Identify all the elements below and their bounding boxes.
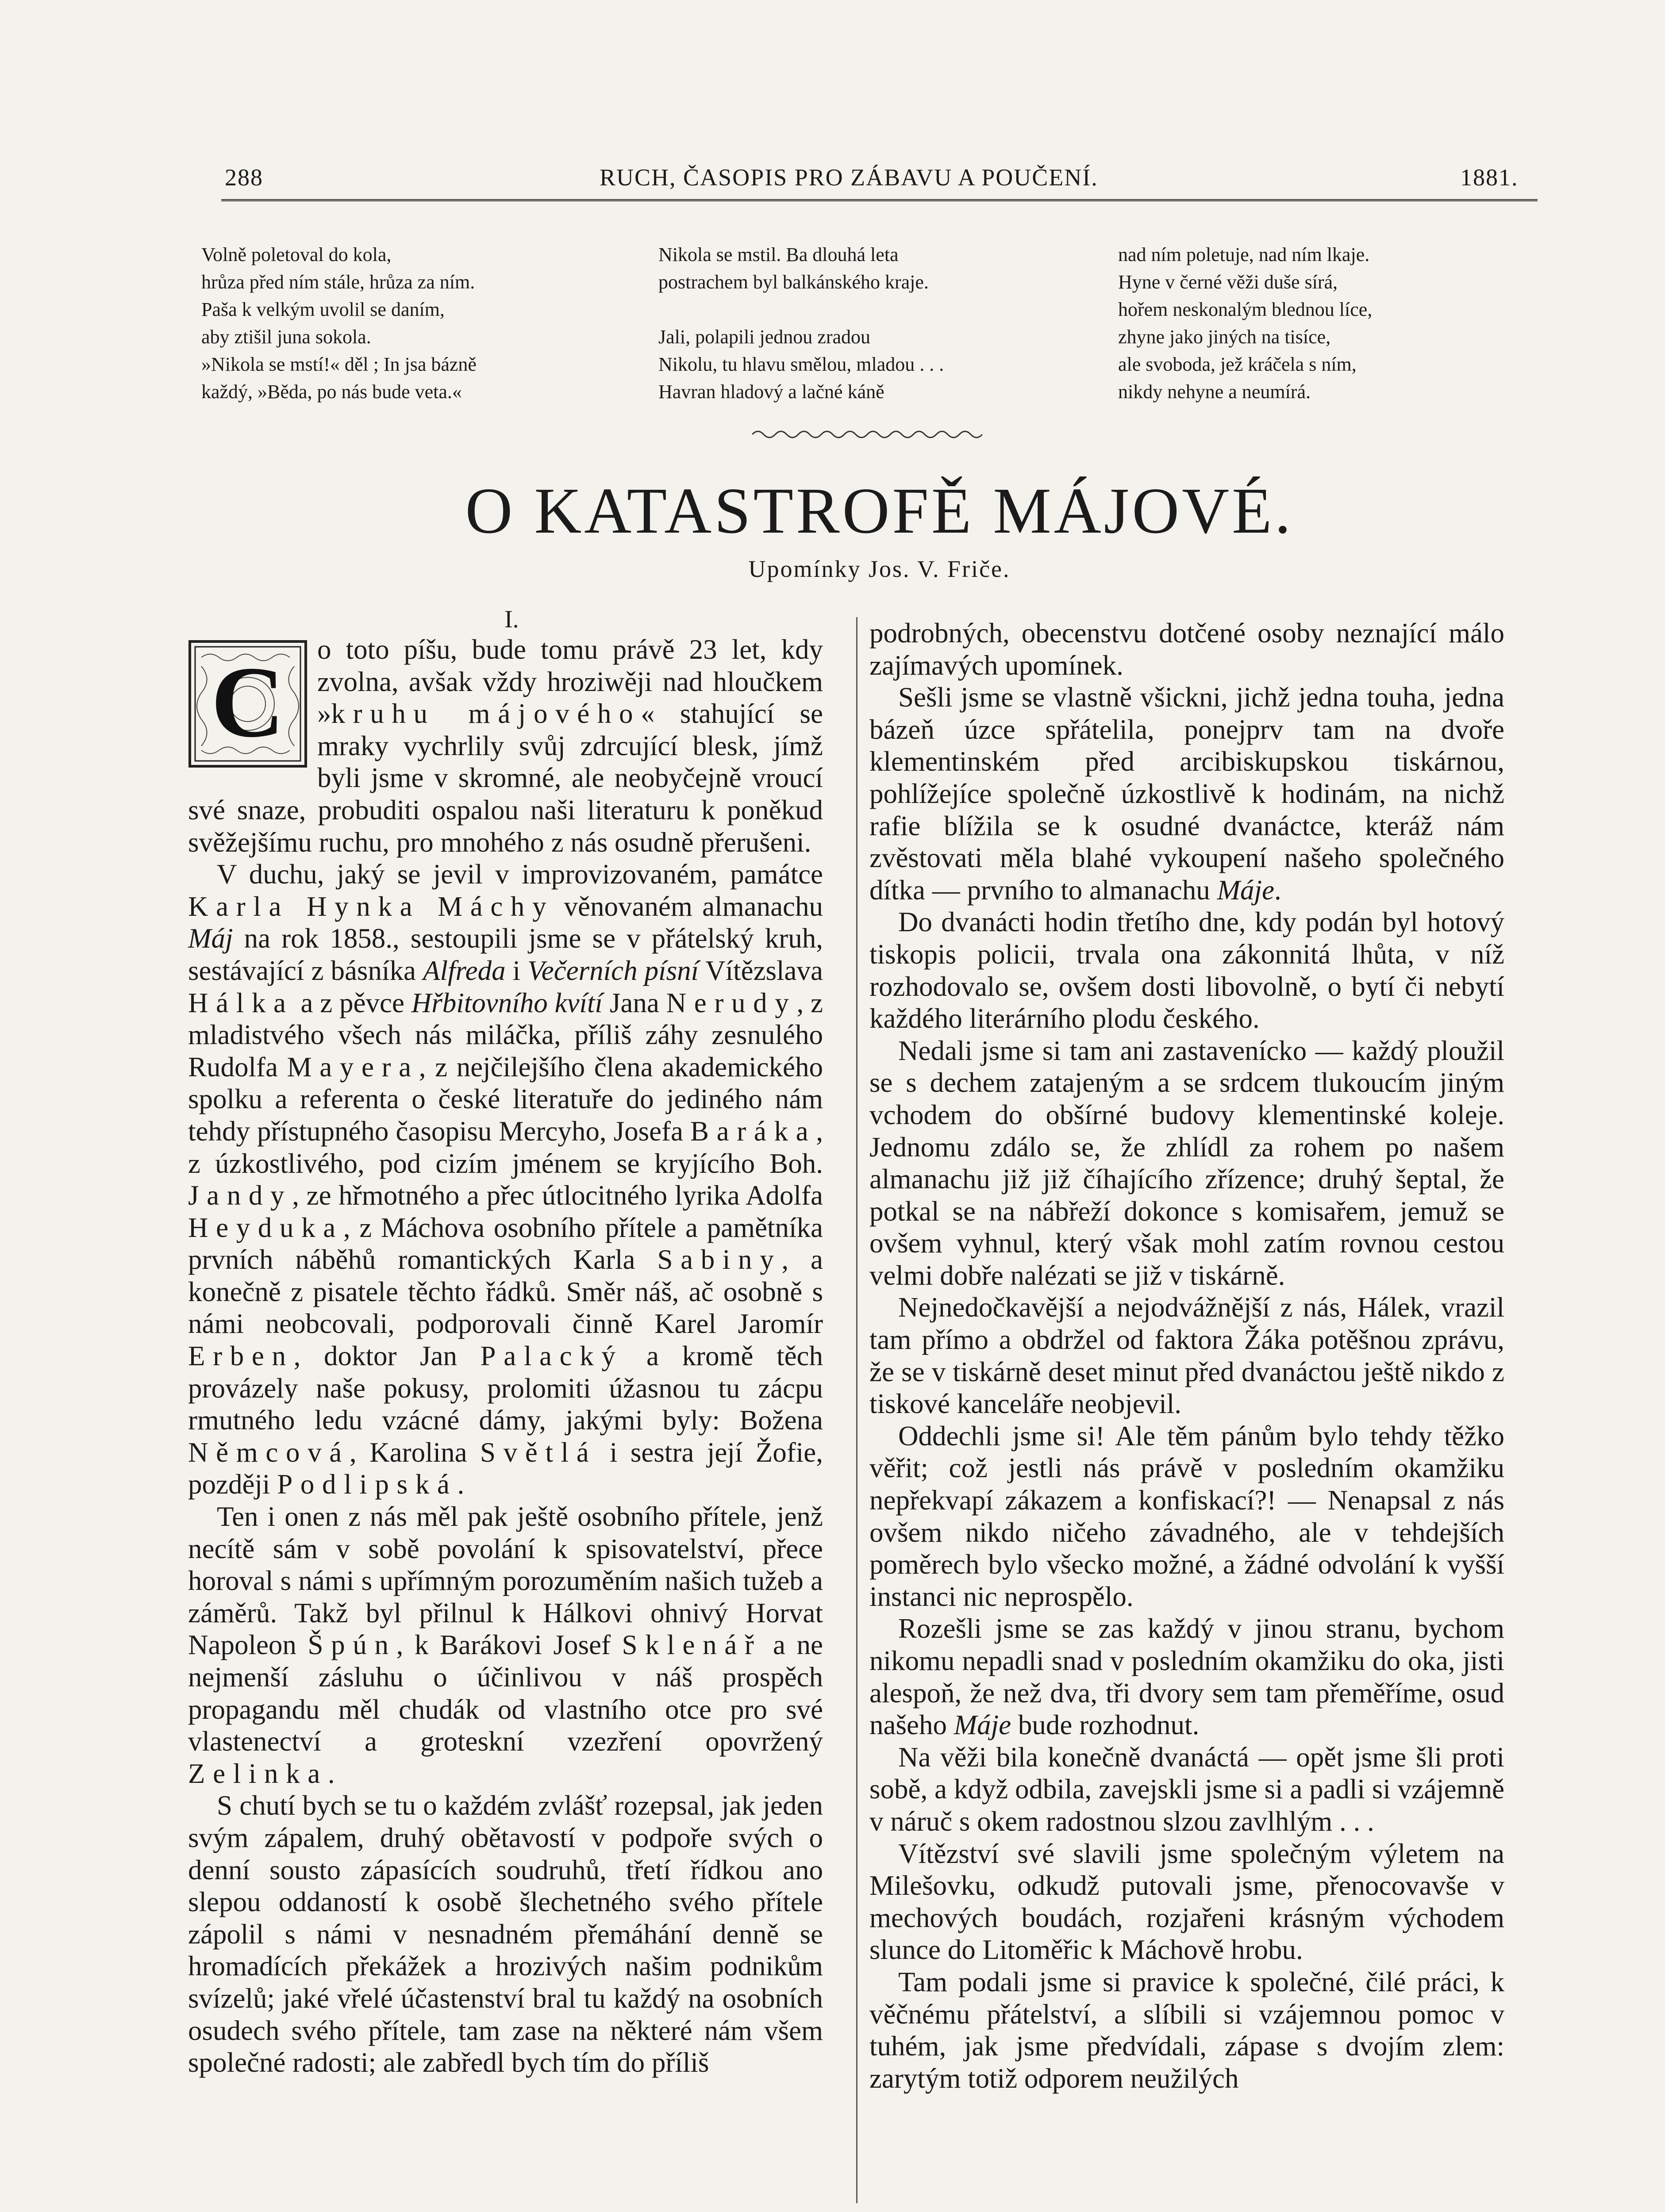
paragraph: S chutí bych se tu o každém zvlášť rozepsal, jak jeden svým zápalem, druhý obětavostí v podpoře svých o denní sousto zápasících soudruhů, třetí řídkou ano slepou oddaností k osobě šlechetného svého přítele zápolil s námi v nesnadném přemáhání denně se hromadících překážek a hrozivých našim podnikům svízelů; jaké vřelé účastenství bral tu každý na osobních osudech svého přítele, tam zase na některé nám všem společné radosti; ale zabředl bych tím do příliš	[188, 1790, 823, 2078]
spaced-name: Sabiny	[657, 1244, 782, 1275]
poem-line: Paša k velkým uvolil se daním,	[201, 299, 445, 320]
paragraph: Nedali jsme si tam ani zastavenícko — každý ploužil se s dechem zatajeným a se srdcem tlukoucím jiným vchodem do obšírné budovy klementinské koleje. Jednomu zdálo se, že zhlídl za rohem po našem almanachu již již číhajícího zřízence; druhý šeptal, že potkal se na nábřeží dokonce s komisařem, jemuž se ovšem vyhnul, který však mohl zatím rovnou cestou velmi dobře nalézati se již v tiskárně.	[869, 1035, 1504, 1291]
poem-line: »Nikola se mstí!« děl ; In jsa bázně	[201, 353, 477, 375]
italic-run: Alfreda	[423, 955, 506, 986]
poem-line: Jali, polapili jednou zradou	[658, 326, 870, 348]
spaced-name: Jandy	[188, 1180, 292, 1211]
paragraph	[188, 858, 823, 1501]
italic-run: Večerních písní	[527, 955, 699, 986]
paragraph-text: « stahující se mraky vychrlily svůj zdrcující blesk, jímž byli jsme v skromné, ale neobyčejně vroucí své snaze, probuditi ospalou naši literaturu k poněkud svěžejšímu ruchu, pro mnohého z nás osudně přerušeni.	[188, 698, 823, 858]
column-divider	[856, 617, 857, 2203]
spaced-name: Světlá	[480, 1436, 597, 1468]
paragraph: Do dvanácti hodin třetího dne, kdy podán byl hotový tiskopis policii, trvala ona zákonnitá lhůta, v níž rozhodovalo se, ovšem dosti libovolně, o bytí či nebytí každého literárního plodu českého.	[869, 906, 1504, 1034]
paragraph	[188, 1501, 823, 1790]
text-run: V duchu, jaký se jevil v improvizovaném, památce	[217, 859, 823, 890]
text-run: věnovaném almanachu	[554, 891, 823, 922]
text-run: bude rozhodnut.	[1011, 1709, 1200, 1741]
right-column	[869, 617, 1504, 2094]
poem-line	[658, 296, 944, 323]
paragraph: Nejnedočkavější a nejodvážnější z nás, Hálek, vrazil tam přímo a obdržel od faktora Žáka potěšnou zprávu, že se v tiskárně deset minut před dvanáctou ještě nikdo z tiskové kanceláře neobjevil.	[869, 1292, 1504, 1420]
poem-line: aby ztišil juna sokola.	[201, 326, 371, 348]
paragraph	[869, 681, 1504, 906]
journal-title: RUCH, ČASOPIS PRO ZÁBAVU A POUČENÍ.	[600, 164, 1098, 191]
poem-line: hrůza před ním stále, hrůza za ním.	[201, 271, 475, 293]
poem-line: Hyne v černé věži duše sírá,	[1118, 271, 1338, 293]
spaced-name: Heyduka	[188, 1212, 343, 1243]
header-rule	[221, 199, 1538, 201]
text-run: , doktor Jan	[293, 1340, 481, 1372]
page-number: 288	[225, 164, 263, 191]
dropcap-initial	[188, 640, 308, 768]
poem-line: nad ním poletuje, nad ním lkaje.	[1118, 244, 1370, 265]
spaced-name: Baráka	[690, 1115, 816, 1147]
text-run: i	[505, 955, 528, 986]
spaced-name: Mayera	[287, 1051, 419, 1083]
text-run: i sestra její Žofie, později	[188, 1436, 823, 1500]
text-run: , a konečně z pisatele těchto řádků. Směr náš, ač osobně s námi neobcovali, podporovali činně Karel Jaromír	[188, 1244, 823, 1340]
paragraph	[188, 634, 823, 858]
paragraph: Tam podali jsme si pravice k společné, čilé práci, k věčnému přátelství, a slíbili si vzájemnou pomoc v tuhém, jak jsme předvídali, zápase s dvojím zlem: zarytým totiž odporem neužilých	[869, 1966, 1504, 2094]
poem-line: postrachem byl balkánského kraje.	[658, 271, 929, 293]
text-run: , k Barákovi Josef	[396, 1629, 622, 1661]
spaced-name: Němcová	[188, 1436, 350, 1468]
italic-run: Máje	[1217, 874, 1275, 906]
text-run: Sešli jsme se vlastně všickni, jichž jedna touha, jedna bázeň úzce spřátelila, ponejprv tam na dvoře klementinském před arcibiskupskou tiskárnou, pohlížejíce společně úzkostlivě k hodinám, na nichž rafie blížila se k osudné dvanáctce, kteráž nám zvěstovati měla blahé vykoupení našeho společného dítka — prvního to almanachu	[869, 682, 1504, 906]
kruh-majoveho: kruhu májového	[331, 698, 641, 730]
spaced-name: Podlipská	[277, 1469, 458, 1500]
poem-line: Volně poletoval do kola,	[201, 244, 392, 265]
text-run: Rozešli jsme se zas každý v jinou stranu, bychom nikomu nepadli snad v posledním okamžiku do oka, jisti alespoň, že než dva, tři dvory sem tam přeměříme, osud našeho	[869, 1613, 1504, 1741]
italic-run: Hřbitovního kvítí	[411, 987, 603, 1018]
paragraph: podrobných, obecenstvu dotčené osoby neznající málo zajímavých upomínek.	[869, 618, 1504, 681]
paragraph: Oddechli jsme si! Ale těm pánům bylo tehdy těžko věřit; což jestli nás právě v posledním okamžiku nepřekvapí zákazem a konfiskací?! — Nenapsal z nás ovšem nikdo ničeho závadného, ale v tehdejších poměrech bylo všecko možné, a žádné odvolání k vyšší instanci nic neprospělo.	[869, 1420, 1504, 1612]
ornament-divider	[752, 425, 982, 442]
spaced-name: Zelinka	[188, 1758, 328, 1789]
text-run: a kromě těch provázely naše pokusy, prolomiti úžasnou tu zácpu rmutného ledu vzácné dámy, jakými byly: Božena	[188, 1340, 823, 1436]
text-run: Ten i onen z nás měl pak ještě osobního přítele, jenž necítě sám v sobě povolání k spisovatelství, přece horoval s námi s upřímným porozuměním našich tužeb a záměrů. Takž byl přilnul k Hálkovi ohnivý Horvat Napoleon	[188, 1501, 823, 1661]
text-run: .	[457, 1469, 465, 1500]
paragraph	[869, 1613, 1504, 1741]
left-column	[188, 634, 823, 2079]
text-run: , z nejčilejšího člena akademického spolku a referenta o české literatuře do jediného nám tehdy přístupného časopisu Mercyho, Josefa	[188, 1051, 823, 1147]
article-title: O KATASTROFĚ MÁJOVÉ.	[465, 475, 1294, 547]
text-run: .	[1274, 874, 1281, 906]
text-run: Jana	[603, 987, 666, 1018]
poem-column-3	[1118, 241, 1372, 406]
poem-line: zhyne jako jiných na tisíce,	[1118, 326, 1331, 348]
spaced-name: Hálka	[188, 987, 294, 1018]
text-run: , ze hřmotného a přec útlocitného lyrika Adolfa	[292, 1180, 823, 1211]
year: 1881.	[1460, 164, 1519, 191]
text-run: , z Máchova osobního přítele a pamětníka prvních náběhů romantických Karla	[188, 1212, 823, 1275]
spaced-name: Nerudy	[666, 987, 797, 1018]
poem-line: Havran hladový a lačné káně	[658, 381, 884, 403]
text-run: , Karolina	[349, 1436, 481, 1468]
poem-line: hořem neskonalým blednou líce,	[1118, 299, 1373, 320]
dropcap-letter: C	[211, 645, 285, 758]
poem-line: Nikola se mstil. Ba dlouhá leta	[658, 244, 899, 265]
italic-run: Máj	[188, 923, 233, 954]
section-number: I.	[504, 606, 519, 633]
text-run: Vítězslava	[699, 955, 823, 986]
spaced-name: Karla Hynka Máchy	[188, 891, 554, 922]
paragraph: Na věži bila konečně dvanáctá — opět jsme šli proti sobě, a když odbila, zavejskli jsme si a padli si vzájemně v náruč s okem radostnou slzou zavlhlým . . .	[869, 1741, 1504, 1837]
paragraph-text: o toto píšu, bude tomu právě 23 let, kdy zvolna, avšak vždy hroziwěji nad hloučkem »	[317, 634, 823, 730]
italic-run: Máje	[954, 1709, 1011, 1741]
poem-column-1	[201, 241, 477, 406]
paragraph: Vítězství své slavili jsme společným výletem na Milešovku, odkudž putovali jsme, přenocovavše v mechových boudách, rozjařeni krásným východem slunce do Litoměřic k Máchově hrobu.	[869, 1838, 1504, 1966]
text-run: a ne nejmenší zásluhu o účinlivou v náš prospěch propagandu měl chudák od vlastního otce pro své vlastenectví a groteskní vzezření opovržený	[188, 1629, 823, 1757]
text-run: a z pěvce	[293, 987, 411, 1018]
poem-line: každý, »Běda, po nás bude veta.«	[201, 381, 462, 403]
spaced-name: Erben	[188, 1340, 294, 1372]
article-subtitle: Upomínky Jos. V. Friče.	[748, 556, 1011, 582]
poem-line: nikdy nehyne a neumírá.	[1118, 381, 1311, 403]
spaced-name: Sklenář	[622, 1629, 762, 1661]
poem-line: Nikolu, tu hlavu smělou, mladou . . .	[658, 353, 944, 375]
spaced-name: Špún	[308, 1629, 396, 1661]
poem-column-2	[658, 241, 944, 406]
text-run: .	[327, 1758, 335, 1789]
spaced-name: Palacký	[480, 1340, 623, 1372]
poem-line: ale svoboda, jež kráčela s ním,	[1118, 353, 1357, 375]
text-run: , z mladistvého všech nás miláčka, příliš záhy zesnulého Rudolfa	[188, 987, 823, 1083]
text-run: na rok 1858., sestoupili jsme se v přátelský kruh, sestávající z básníka	[188, 923, 823, 986]
text-run: , z úzkostlivého, pod cizím jménem se kryjícího Boh.	[188, 1115, 823, 1179]
